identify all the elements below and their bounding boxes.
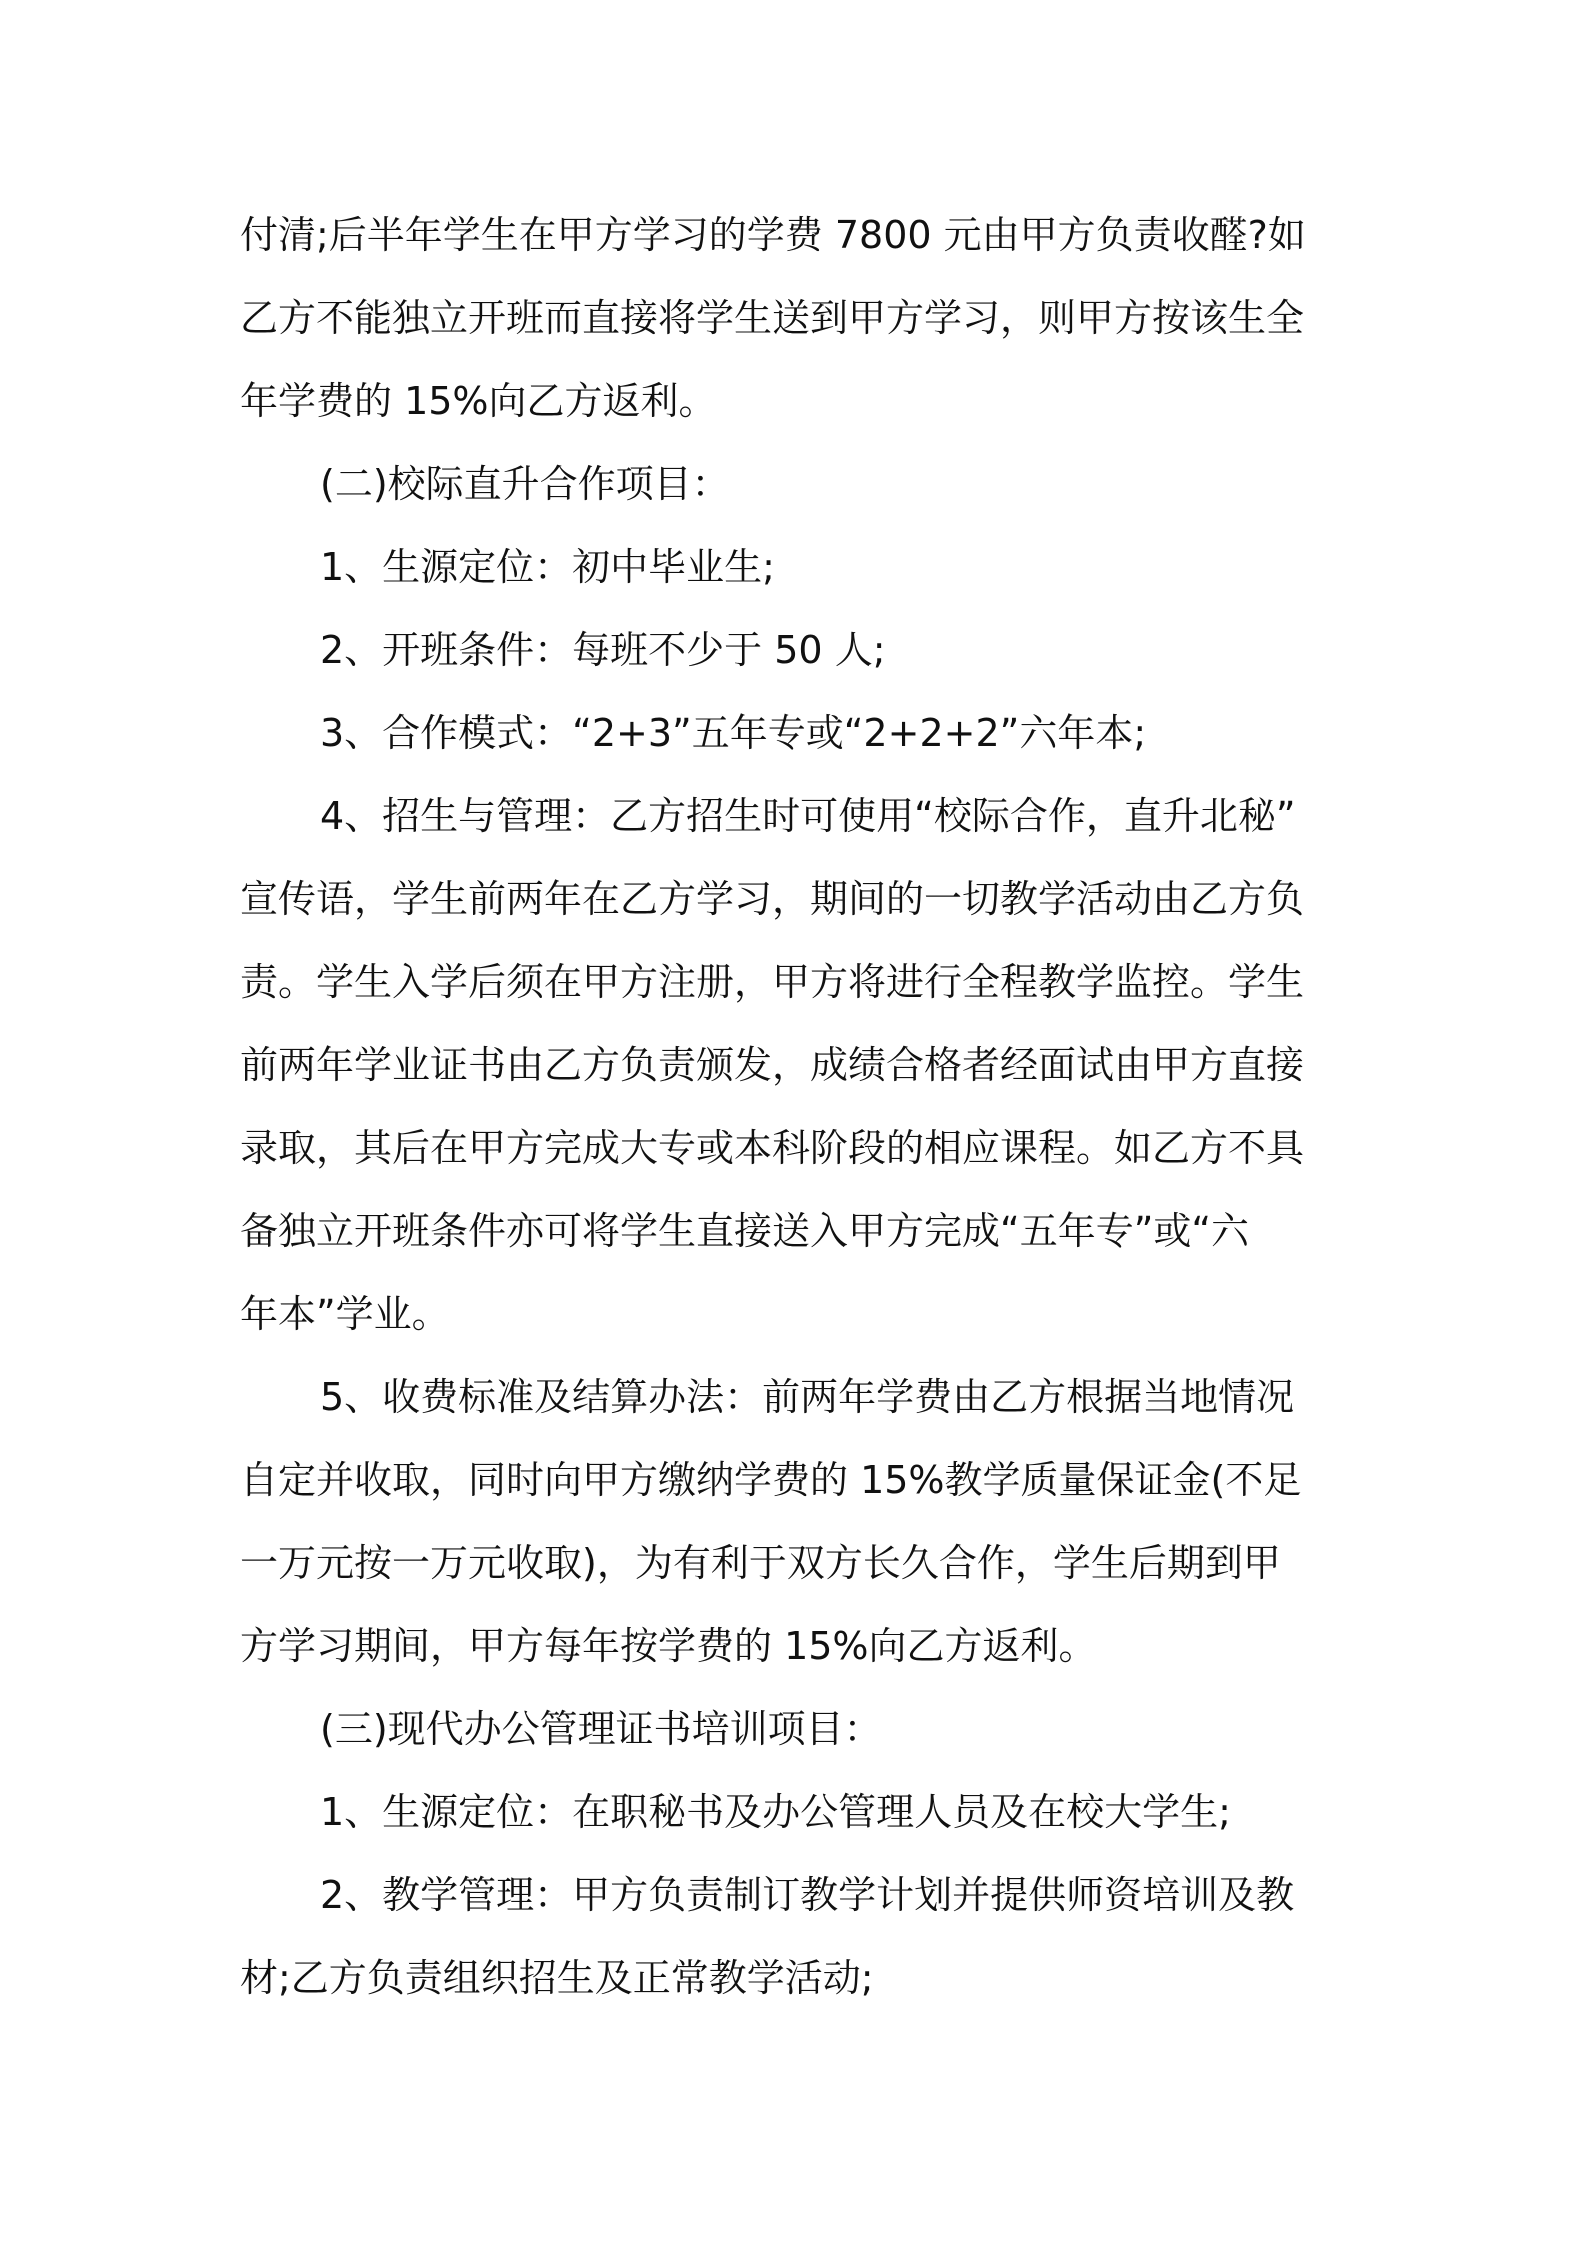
list-item: 2、教学管理：甲方负责制订教学计划并提供师资培训及教 <box>320 1873 1295 1917</box>
list-item: 2、开班条件：每班不少于 50 人; <box>320 628 886 672</box>
list-item: 1、生源定位：在职秘书及办公管理人员及在校大学生; <box>320 1790 1231 1834</box>
text-line: 年本”学业。 <box>240 1292 450 1336</box>
text-line: 方学习期间，甲方每年按学费的 15%向乙方返利。 <box>240 1624 1097 1668</box>
body-text <box>240 194 1350 2020</box>
text-line: 责。学生入学后须在甲方注册，甲方将进行全程教学监控。学生 <box>240 960 1305 1004</box>
text-line: 一万元按一万元收取)，为有利于双方长久合作，学生后期到甲 <box>240 1541 1281 1585</box>
text-line: 材;乙方负责组织招生及正常教学活动; <box>240 1956 874 2000</box>
text-line: 备独立开班条件亦可将学生直接送入甲方完成“五年专”或“六 <box>240 1209 1250 1253</box>
text-line: 宣传语，学生前两年在乙方学习，期间的一切教学活动由乙方负 <box>240 877 1305 921</box>
list-item: 1、生源定位：初中毕业生; <box>320 545 775 589</box>
section-heading: (三)现代办公管理证书培训项目： <box>320 1707 882 1751</box>
list-item: 3、合作模式：“2+3”五年专或“2+2+2”六年本; <box>320 711 1147 755</box>
list-item: 5、收费标准及结算办法：前两年学费由乙方根据当地情况 <box>320 1375 1295 1419</box>
text-line: 年学费的 15%向乙方返利。 <box>240 379 717 423</box>
text-line: 前两年学业证书由乙方负责颁发，成绩合格者经面试由甲方直接 <box>240 1043 1305 1087</box>
section-heading: (二)校际直升合作项目： <box>320 462 730 506</box>
text-line: 自定并收取，同时向甲方缴纳学费的 15%教学质量保证金(不足 <box>240 1458 1302 1502</box>
list-item: 4、招生与管理：乙方招生时可使用“校际合作，直升北秘” <box>320 794 1296 838</box>
text-line: 付清;后半年学生在甲方学习的学费 7800 元由甲方负责收醛?如 <box>240 213 1306 257</box>
text-line: 录取，其后在甲方完成大专或本科阶段的相应课程。如乙方不具 <box>240 1126 1305 1170</box>
text-line: 乙方不能独立开班而直接将学生送到甲方学习，则甲方按该生全 <box>240 296 1305 340</box>
